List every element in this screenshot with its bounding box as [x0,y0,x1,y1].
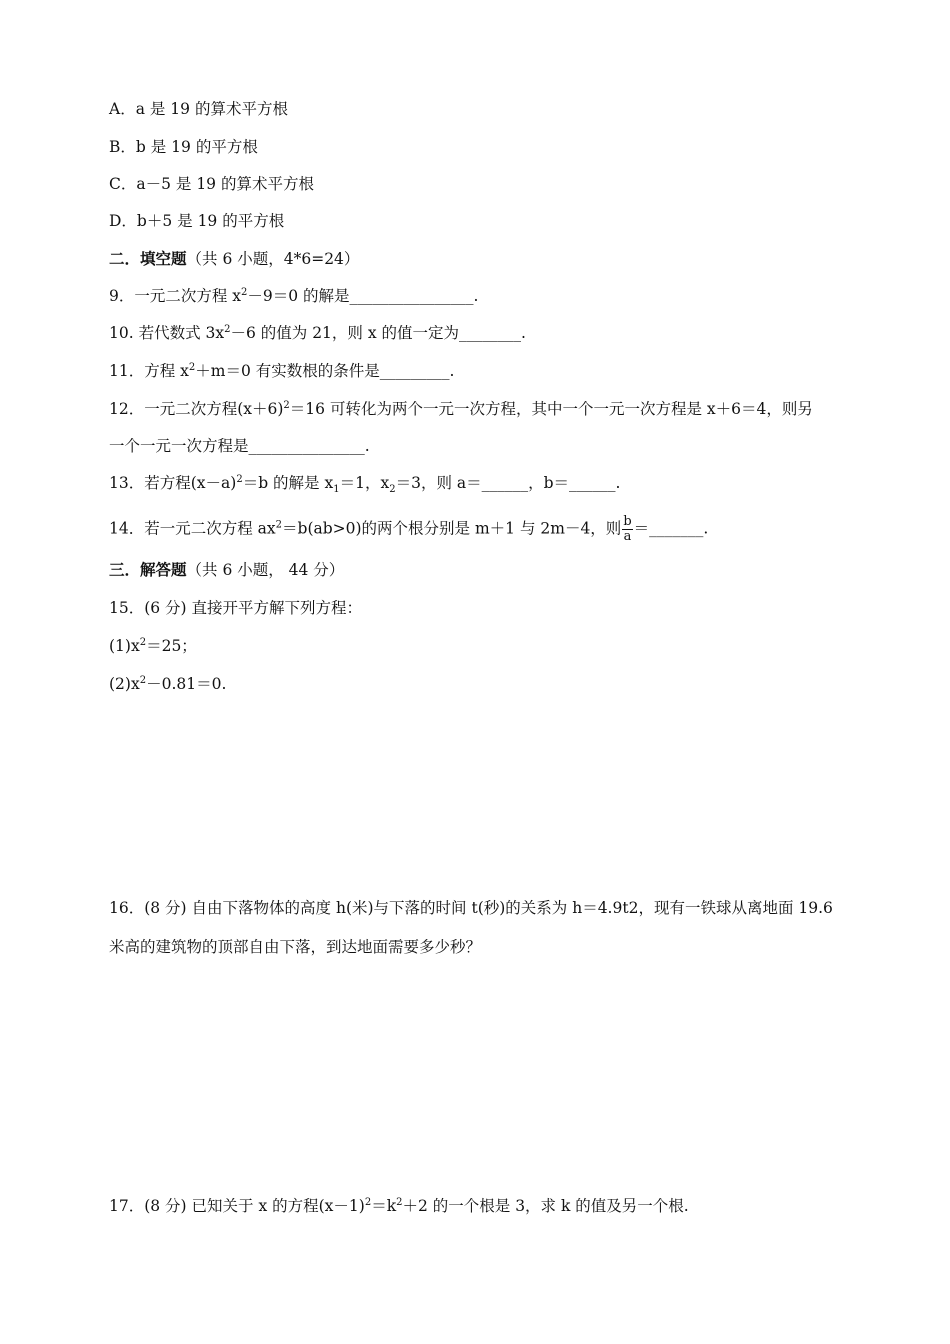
q15-p1-text: (1)x [109,637,140,655]
fraction-b-over-a [622,515,632,544]
section3-heading [109,560,344,580]
fraction-denominator: a [623,529,632,544]
question-14 [109,515,708,544]
q13-sup: 2 [236,473,243,485]
q9-text-2: －9＝0 的解是________________. [247,287,479,305]
option-b: B．b 是 19 的平方根 [109,138,258,156]
q17-sup: 2 [364,1196,372,1208]
q12-sup: 2 [283,399,290,411]
q14-sup: 2 [275,519,283,531]
question-15-title: 15．(6 分) 直接开平方解下列方程： [109,599,363,617]
q14-text-3: ＝_______. [633,519,709,538]
section2-title: 二．填空题 [109,249,187,268]
question-15-part1 [109,636,197,656]
q17-text-3: ＋2 的一个根是 3，求 k 的值及另一个根. [402,1197,689,1215]
q13-text-4: ＝3，则 a＝______，b＝______. [395,474,621,492]
question-9 [109,286,478,306]
q12-text: 12．一元二次方程(x＋6) [109,400,284,418]
q15-p2-text-2: －0.81＝0. [146,675,227,693]
section2-meta: （共 6 小题，4*6=24） [186,250,360,268]
question-10 [109,323,526,343]
q15-p2-text: (2)x [109,675,140,693]
section2-heading [109,249,359,269]
section3-meta: （共 6 小题， 44 分） [186,561,345,579]
q13-text: 13．若方程(x－a) [109,474,237,492]
q13-sub1: 1 [333,484,340,496]
q11-text: 11．方程 x [109,362,189,380]
q11-text-2: ＋m＝0 有实数根的条件是_________. [195,362,455,380]
q15-p2-sup: 2 [139,674,147,686]
q9-text: 9．一元二次方程 x [109,287,242,305]
q10-text-2: －6 的值为 21，则 x 的值一定为________. [230,324,526,342]
question-11 [109,361,454,381]
question-13 [109,473,621,496]
q15-p1-sup: 2 [139,636,147,648]
q15-p1-text-2: ＝25； [146,637,197,655]
q14-text-2: ＝b(ab>0)的两个根分别是 m＋1 与 2m－4，则 [282,519,622,538]
question-12 [109,399,813,419]
question-17 [109,1196,689,1216]
question-12-line2: 一个一元一次方程是_______________. [109,437,370,455]
q12-text-2: ＝16 可转化为两个一元一次方程，其中一个一元一次方程是 x＋6＝4，则另 [289,400,813,418]
question-15-part2 [109,674,226,694]
option-c: C．a－5 是 19 的算术平方根 [109,175,314,193]
q11-sup: 2 [188,361,196,373]
q13-sub2: 2 [389,484,396,496]
question-16-line2: 米高的建筑物的顶部自由下落，到达地面需要多少秒？ [109,938,482,956]
q17-text-2: ＝k [371,1197,397,1215]
option-a: A．a 是 19 的算术平方根 [109,100,288,118]
q14-text: 14．若一元二次方程 ax [109,519,276,538]
q10-sup: 2 [224,323,231,335]
section3-title: 三．解答题 [109,560,187,579]
q13-text-2: ＝b 的解是 x [242,474,334,492]
q13-text-3: ＝1，x [339,474,390,492]
q10-text: 10. 若代数式 3x [109,324,225,342]
q9-sup: 2 [241,286,248,298]
q17-sup2: 2 [396,1196,403,1208]
question-16-line1: 16．(8 分) 自由下落物体的高度 h(米)与下落的时间 t(秒)的关系为 h＝4.9t2，现有一铁球从离地面 19.6 [109,899,833,917]
q17-text: 17．(8 分) 已知关于 x 的方程(x－1) [109,1197,365,1215]
fraction-numerator: b [623,514,632,529]
option-d: D．b＋5 是 19 的平方根 [109,212,285,230]
